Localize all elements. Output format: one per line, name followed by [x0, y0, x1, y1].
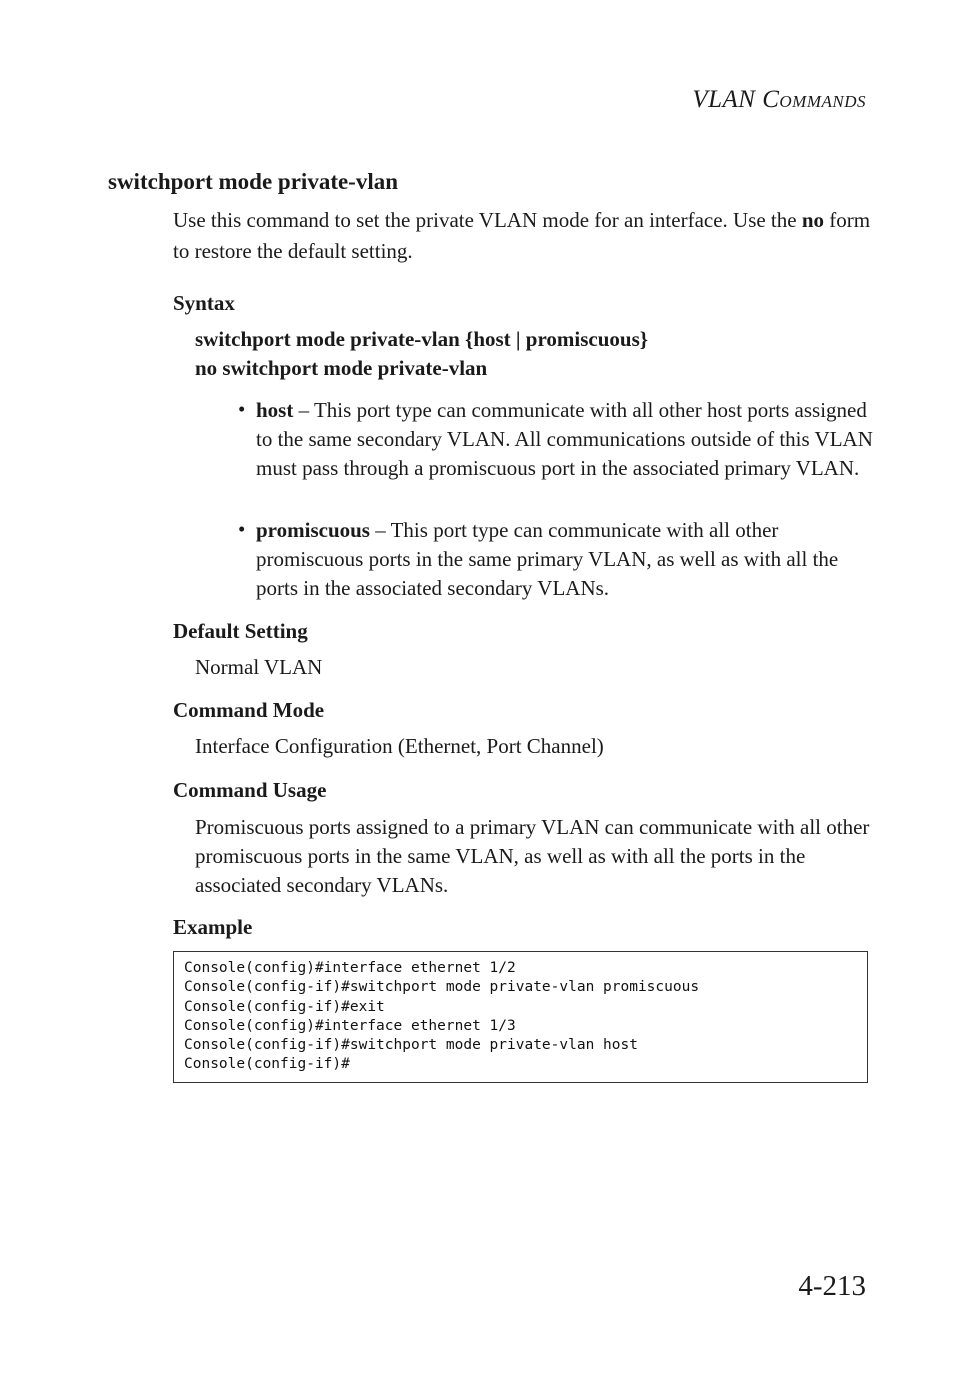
intro-no-keyword: no	[801, 208, 825, 232]
bullet-description: – This port type can communicate with all other host ports assigned to the same secondary VLAN. All communications outside of this VLAN must pass through a promiscuous port in the associated primary VLAN.	[256, 398, 873, 480]
syntax-line-1: switchport mode private-vlan {host | promiscuous}	[195, 327, 649, 351]
default-setting-heading: Default Setting	[173, 619, 308, 643]
intro-text-1: Use this command to set the private VLAN mode for an interface. Use the	[173, 208, 802, 232]
bullet-host	[256, 396, 876, 483]
syntax-heading: Syntax	[173, 291, 235, 315]
example-heading: Example	[173, 915, 253, 939]
code-line: Console(config-if)#switchport mode private-vlan promiscuous	[184, 979, 700, 996]
header-title-smallcaps: OMMANDS	[779, 92, 866, 111]
code-example-box	[173, 951, 868, 1083]
command-description	[173, 205, 873, 267]
default-setting-value: Normal VLAN	[195, 655, 323, 679]
command-mode-heading: Command Mode	[173, 698, 325, 722]
bullet-description: – This port type can communicate with all other promiscuous ports in the same primary VLAN, as well as with all the ports in the associated secondary VLANs.	[256, 518, 839, 600]
code-line: Console(config)#interface ethernet 1/3	[184, 1017, 516, 1034]
bullet-marker: •	[238, 397, 246, 421]
command-usage-text: Promiscuous ports assigned to a primary VLAN can communicate with all other promiscuous ports in the same VLAN, as well as with all the ports in the associated secondary VLANs.	[195, 815, 870, 897]
bullet-marker: •	[238, 517, 246, 541]
code-line: Console(config-if)#exit	[184, 998, 385, 1015]
bullet-term: promiscuous	[256, 518, 370, 542]
running-header	[692, 86, 866, 114]
code-line: Console(config)#interface ethernet 1/2	[184, 960, 516, 976]
code-line: Console(config-if)#switchport mode private-vlan host	[184, 1037, 638, 1054]
bullet-term: host	[256, 398, 294, 422]
syntax-line-2: no switchport mode private-vlan	[195, 356, 488, 380]
command-title: switchport mode private-vlan	[108, 169, 399, 194]
bullet-promiscuous	[256, 516, 876, 603]
header-title-main: VLAN C	[692, 86, 780, 113]
command-usage-heading: Command Usage	[173, 778, 327, 802]
command-mode-value: Interface Configuration (Ethernet, Port Channel)	[195, 734, 604, 758]
code-line: Console(config-if)#	[184, 1056, 350, 1073]
page-number: 4-213	[798, 1270, 866, 1302]
intro-text-2: form to restore the default setting.	[173, 208, 871, 263]
